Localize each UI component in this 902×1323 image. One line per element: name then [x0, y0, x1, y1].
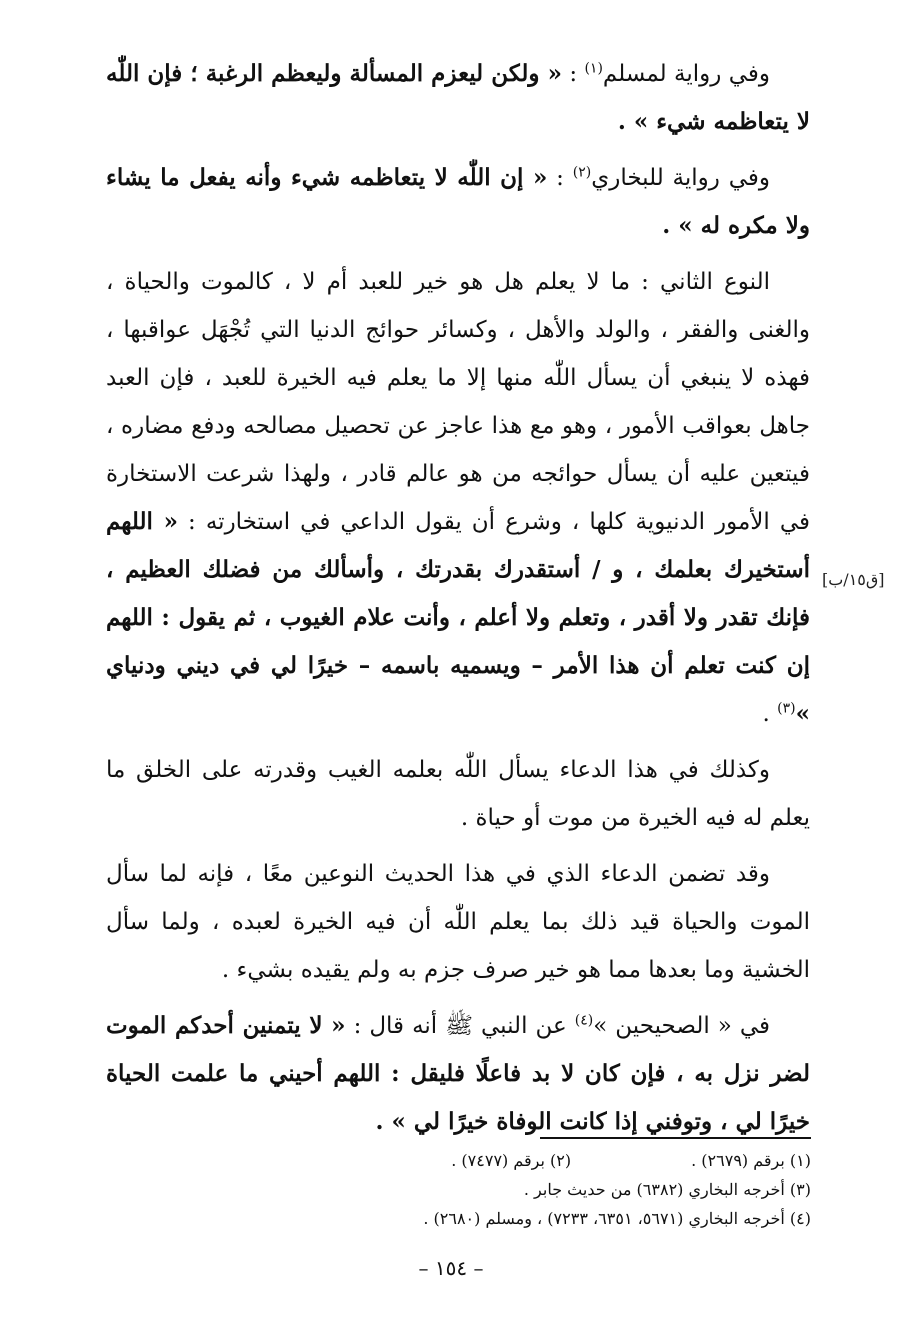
hadith-quote: « ولكن ليعزم المسألة وليعظم الرغبة ؛ فإن اللّٰه لا يتعاظمه شيء » . [106, 60, 810, 135]
footnote-ref-2: (٢) [572, 164, 592, 181]
hadith-quote: « لا يتمنين أحدكم الموت لضر نزل به ، فإن كان لا بد فاعلًا فليقل : اللهم أحيني ما علمت الحياة خيرًا لي ، وتوفني إذا كانت الوفاة خيرًا لي » . [106, 1012, 810, 1135]
paragraph-sahihayn [106, 1002, 810, 1146]
paragraph-second-type [106, 258, 810, 738]
footnote-ref-3: (٣) [777, 700, 796, 717]
footnote-ref-1: (١) [584, 60, 603, 77]
footnote-row [200, 1175, 811, 1204]
footnote-3: (٣) أخرجه البخاري (٦٣٨٢) من حديث جابر . [523, 1180, 811, 1199]
paragraph-text: النوع الثاني : ما لا يعلم هل هو خير للعبد أم لا ، كالموت والحياة ، والغنى والفقر ، والولد والأهل ، وكسائر حوائج الدنيا التي تُجْهَل عواقبها ، فهذه لا ينبغي أن يسأل اللّٰه منها إلا ما يعلم فيه الخيرة للعبد ، فإن العبد جاهل بعواقب الأمور ، وهو مع هذا عاجز عن تحصيل مصالحه ودفع مضاره ، فيتعين عليه أن يسأل حوائجه من هو عالم قادر ، ولهذا شرعت الاستخارة في الأمور الدنيوية كلها ، وشرع أن يقول الداعي في استخارته : [106, 269, 811, 535]
hadith-quote: « إن اللّٰه لا يتعاظمه شيء وأنه يفعل ما يشاء ولا مكره له » . [106, 164, 810, 239]
paragraph-both-types [106, 850, 810, 994]
paragraph-muslim-narration [106, 50, 810, 146]
narration-intro: وفي رواية للبخاري [591, 165, 770, 191]
sentence-end: . [762, 701, 778, 727]
narration-text: عن النبي ﷺ أنه قال : [345, 1013, 575, 1039]
footnote-row [200, 1204, 811, 1233]
footnote-ref-4: (٤) [574, 1012, 594, 1029]
narration-intro: في « الصحيحين » [593, 1013, 770, 1039]
paragraph-text: وقد تضمن الدعاء الذي في هذا الحديث النوعين معًا ، فإنه لما سأل الموت والحياة قيد ذلك بما يعلم اللّٰه أن فيه الخيرة لعبده ، ولما سأل الخشية وما بعدها مما هو خير صرف جزم به ولم يقيده بشيء . [106, 861, 810, 983]
paragraph-bukhari-narration [106, 154, 810, 250]
main-text [106, 50, 810, 1154]
narration-intro: وفي رواية لمسلم [602, 61, 770, 87]
separator: : [547, 165, 573, 191]
footnote-row [200, 1146, 811, 1175]
footnote-separator [540, 1137, 811, 1139]
page-number: – ١٥٤ – [418, 1256, 484, 1280]
footnote-1: (١) برقم (٢٦٧٩) . [691, 1151, 811, 1170]
footnote-2: (٢) برقم (٧٤٧٧) . [451, 1151, 572, 1170]
paragraph-text: وكذلك في هذا الدعاء يسأل اللّٰه بعلمه الغيب وقدرته على الخلق ما يعلم له فيه الخيرة من موت أو حياة . [106, 757, 810, 831]
separator: : [561, 61, 585, 87]
istikhara-quote: « اللهم أستخيرك بعلمك ، و / أستقدرك بقدرتك ، وأسألك من فضلك العظيم ، فإنك تقدر ولا أقدر ، وتعلم ولا أعلم ، وأنت علام الغيوب ، ثم يقول : اللهم إن كنت تعلم أن هذا الأمر – ويسميه باسمه – خيرًا لي في ديني ودنياي » [106, 508, 810, 727]
manuscript-folio-marker: [ق١٥/ب] [822, 570, 885, 589]
paragraph-similarly [106, 746, 810, 842]
footnote-4: (٤) أخرجه البخاري (٥٦٧١، ٦٣٥١، ٧٢٣٣) ، ومسلم (٢٦٨٠) . [423, 1209, 811, 1228]
footnotes [200, 1146, 811, 1233]
